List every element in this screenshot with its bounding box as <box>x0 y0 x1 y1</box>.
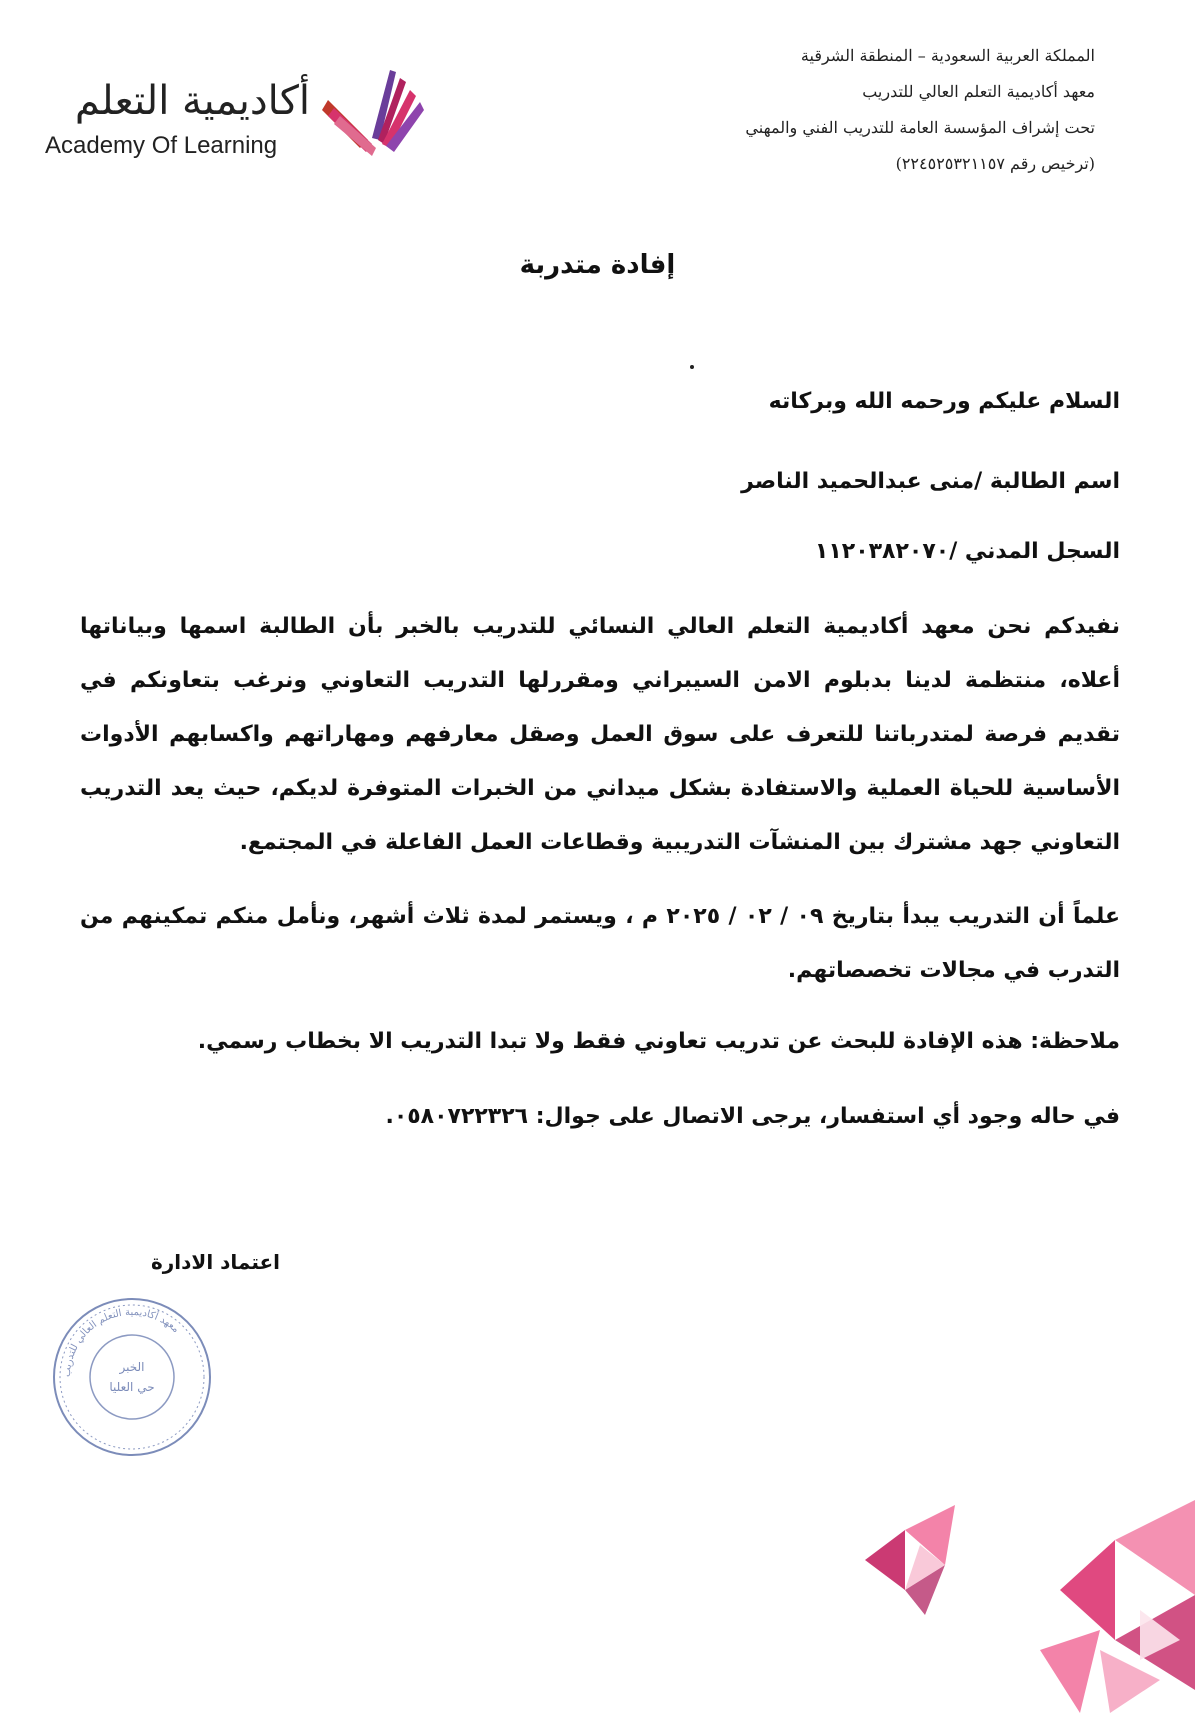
header-line-supervision: تحت إشراف المؤسسة العامة للتدريب الفني والمهني <box>745 118 1095 137</box>
note-line: ملاحظة: هذه الإفادة للبحث عن تدريب تعاوني فقط ولا تبدا التدريب الا بخطاب رسمي. <box>197 1029 1120 1054</box>
stamp-center-district: حي العليا <box>109 1380 155 1394</box>
institute-header <box>675 38 1095 182</box>
contact-line: في حاله وجود أي استفسار، يرجى الاتصال على جوال: ٠٥٨٠٧٢٢٣٢٦. <box>385 1104 1120 1129</box>
official-stamp-icon <box>50 1295 215 1460</box>
stamp-ring-text: معهد أكاديمية التعلم العالي للتدريب <box>61 1306 182 1378</box>
decorative-triangles-right <box>1040 1500 1195 1713</box>
logo-english-text: Academy Of Learning <box>45 132 278 159</box>
header-line-institute: معهد أكاديمية التعلم العالي للتدريب <box>862 82 1095 101</box>
academy-logo <box>40 60 440 170</box>
greeting-line: السلام عليكم ورحمه الله وبركاته <box>768 389 1120 414</box>
document-title: إفادة متدربة <box>519 250 676 280</box>
main-paragraph: نفيدكم نحن معهد أكاديمية التعلم العالي النسائي للتدريب بالخبر بأن الطالبة اسمها وبياناتها أعلاه، منتظمة لدينا بدبلوم الامن السيبراني ومقررلها التدريب التعاوني ونرغب بتعاونكم في تقديم فرصة لمتدرباتنا للتعرف على سوق العمل وصقل معارفهم ومهاراتهم واكسابهم الأدوات الأساسية للحياة العملية والاستفادة بشكل ميداني من الخبرات المتوفرة لديكم، حيث يعد التدريب التعاوني جهد مشترك بين المنشآت التدريبية وقطاعات العمل الفاعلة في المجتمع. <box>80 614 1120 855</box>
header-line-license: (ترخيص رقم ٢٢٤٥٢٥٣٢١١٥٧) <box>895 154 1095 173</box>
header-line-country: المملكة العربية السعودية – المنطقة الشرقية <box>800 46 1095 65</box>
book-logo-icon <box>320 60 430 160</box>
training-date-paragraph: علماً أن التدريب يبدأ بتاريخ ٠٩ / ٠٢ / ٢٠٢٥ م ، ويستمر لمدة ثلاث أشهر، ونأمل منكم تمكينهم من التدرب في مجالات تخصصاتهم. <box>80 904 1120 983</box>
approval-label: اعتماد الادارة <box>150 1250 280 1274</box>
stray-dot <box>690 365 694 369</box>
stamp-center-city: الخبر <box>119 1360 145 1374</box>
civil-record-line: السجل المدني /١١٢٠٣٨٢٠٧٠ <box>814 539 1120 564</box>
logo-arabic-text: أكاديمية التعلم <box>74 78 310 124</box>
student-name-line: اسم الطالبة /منى عبدالحميد الناصر <box>741 469 1120 494</box>
decorative-triangles-left <box>865 1505 975 1615</box>
